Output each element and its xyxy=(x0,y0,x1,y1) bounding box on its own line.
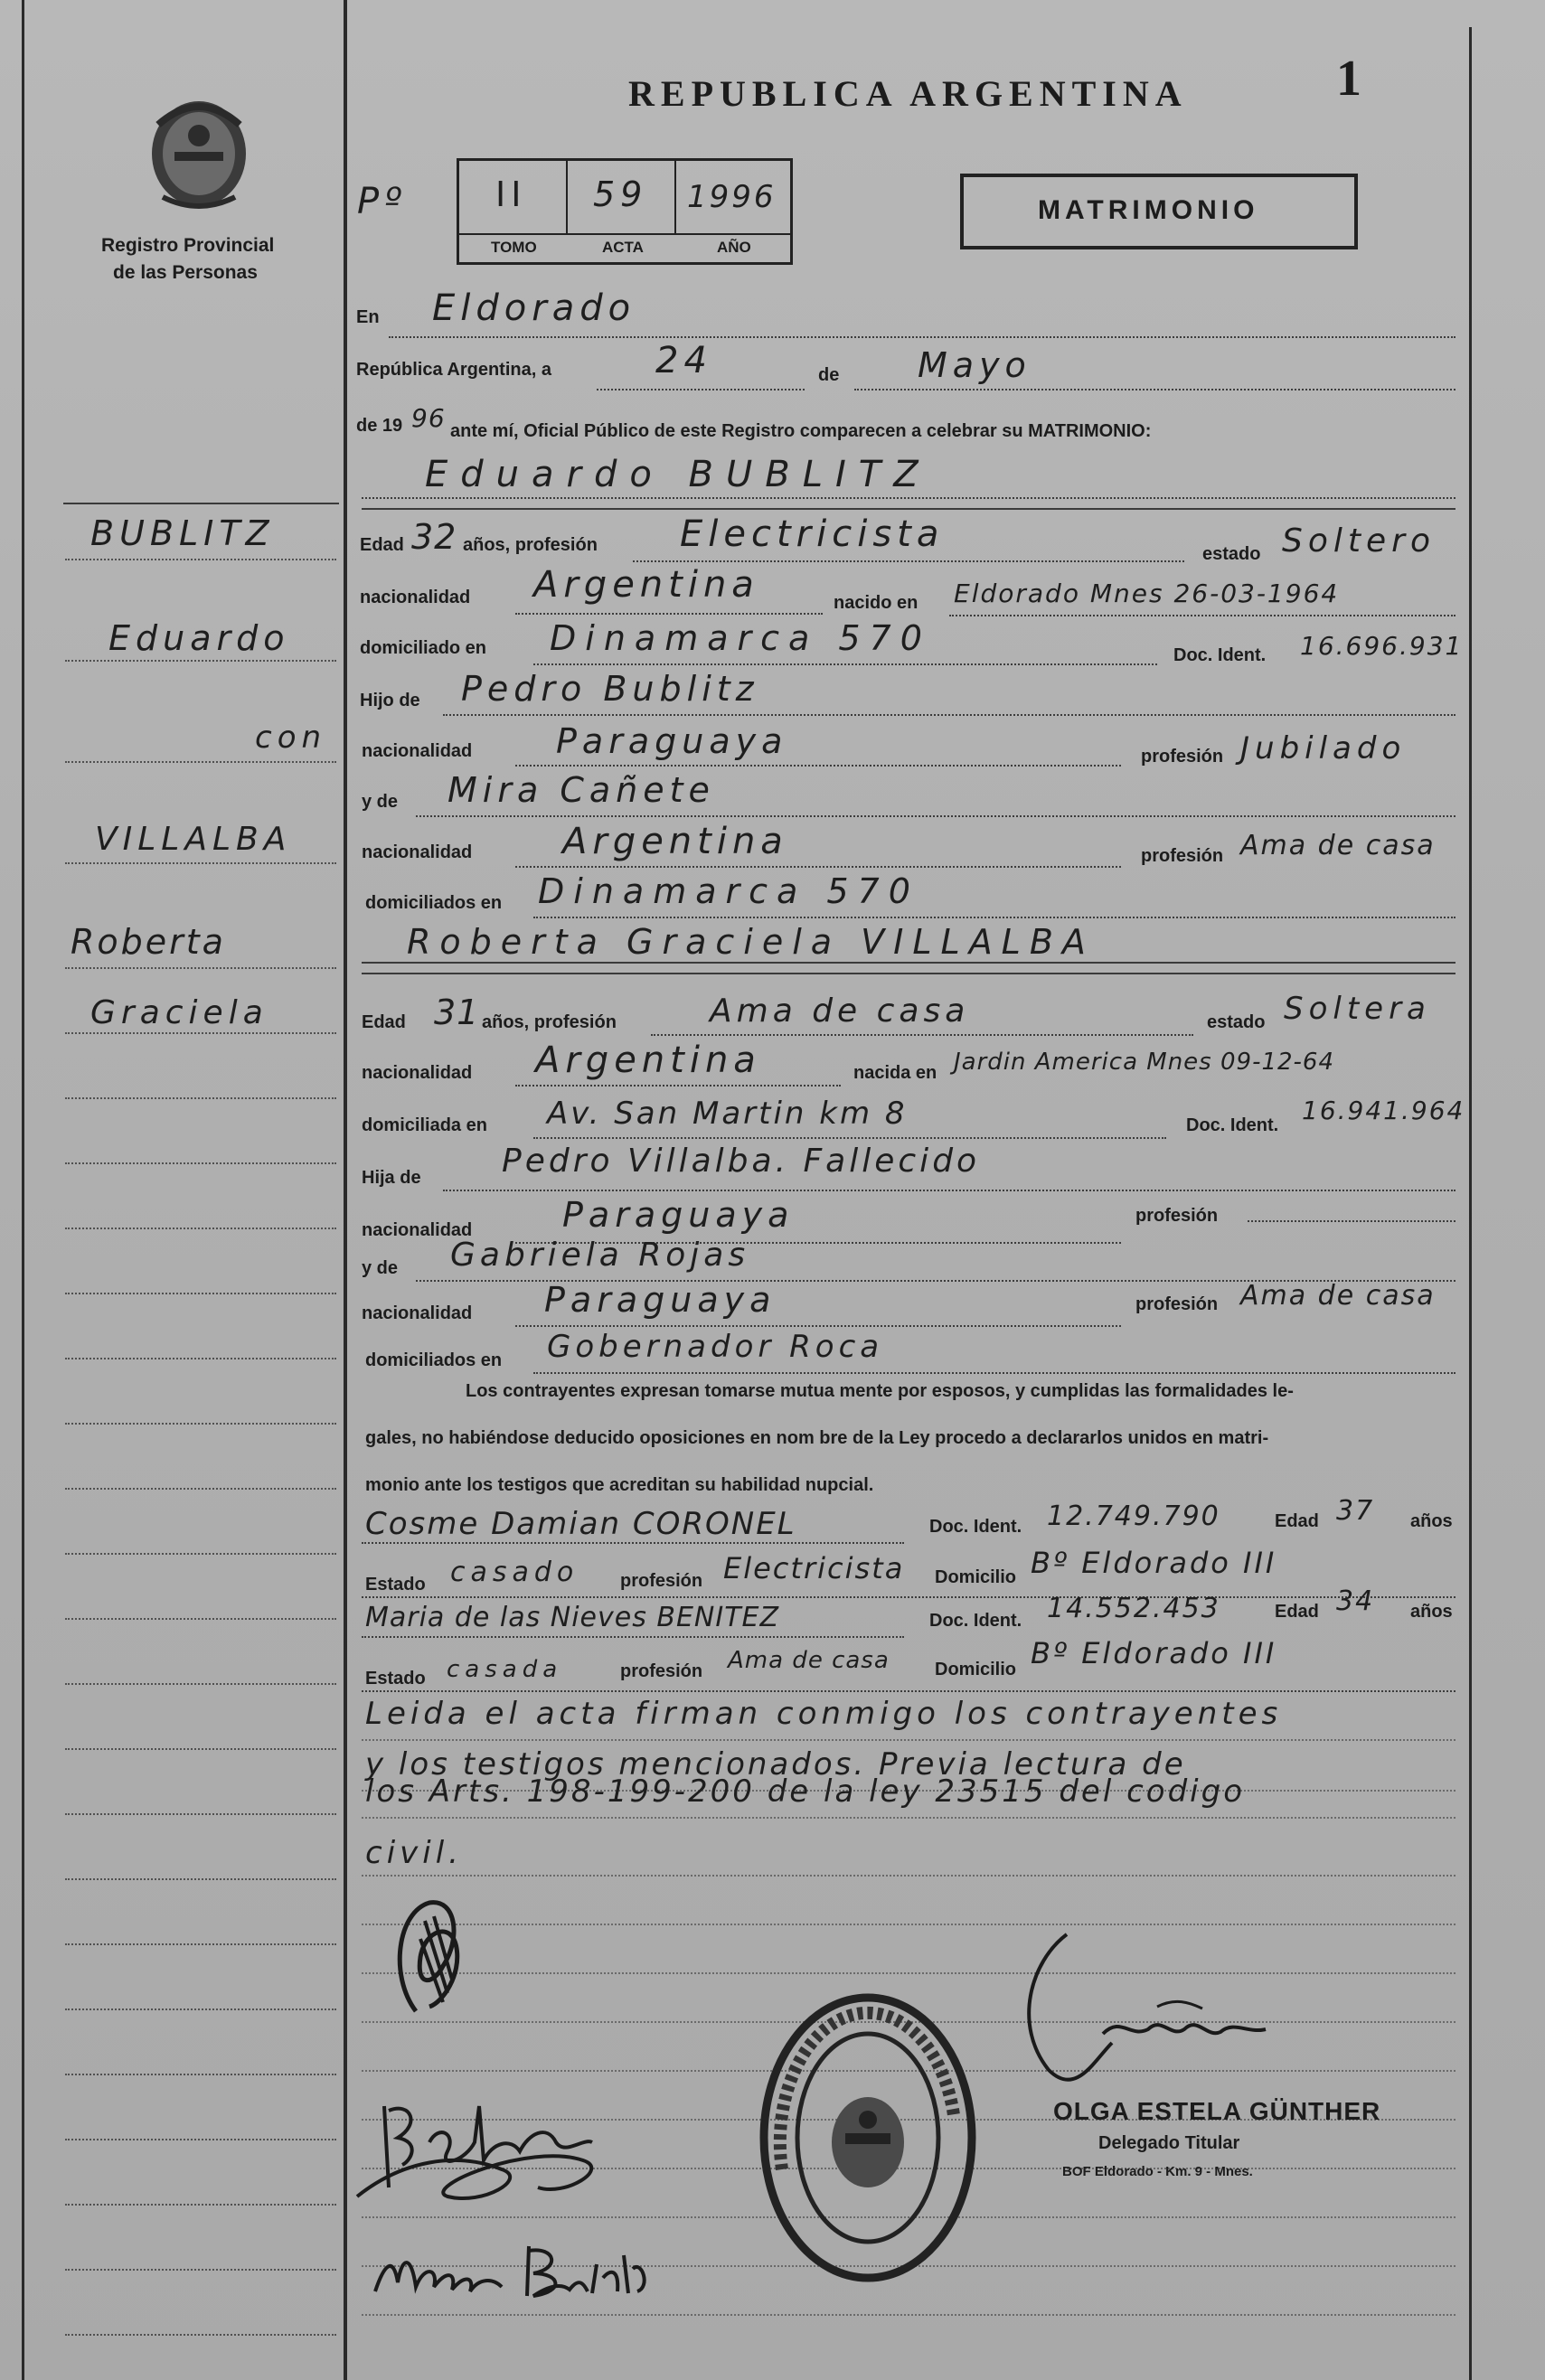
groom-padres-dom-label: domiciliados en xyxy=(365,893,503,913)
bride-padres-dom-label: domiciliados en xyxy=(365,1350,503,1370)
witness1-edad-label: Edad xyxy=(1275,1511,1319,1531)
place-value: Eldorado xyxy=(432,287,636,329)
groom-signature xyxy=(380,1894,488,2020)
witness1-anos-label: años xyxy=(1410,1511,1453,1531)
groom-madre-prof: Ama de casa xyxy=(1240,830,1436,861)
appear-text: ante mí, Oficial Público de este Registro comparecen a celebrar su MATRIMONIO: xyxy=(450,421,1152,441)
witness2-doc-label: Doc. Ident. xyxy=(929,1611,1022,1631)
bride-domicilio-label: domiciliada en xyxy=(362,1115,487,1135)
witness-signature xyxy=(366,2228,674,2309)
witness1-doc: 12.749.790 xyxy=(1047,1500,1220,1532)
officer-signature xyxy=(994,1925,1320,2106)
coat-of-arms-emblem xyxy=(140,89,258,215)
groom-madre-prof-label: profesión xyxy=(1141,846,1224,866)
record-type-box xyxy=(960,174,1358,249)
acta-value: 59 xyxy=(593,174,648,214)
bride-doc: 16.941.964 xyxy=(1302,1096,1465,1125)
page-number: 1 xyxy=(1336,51,1361,107)
left-edge-rule xyxy=(22,0,24,2380)
margin-bride-name2: Graciela xyxy=(90,994,268,1031)
groom-madre-nac: Argentina xyxy=(562,821,788,862)
bride-estado-label: estado xyxy=(1207,1012,1266,1032)
bride-signature xyxy=(348,2088,637,2215)
margin-bride-name1: Roberta xyxy=(71,922,226,962)
groom-nacido-label: nacido en xyxy=(834,593,919,613)
bride-edad-label: Edad xyxy=(362,1012,406,1032)
bride-y-de-label: y de xyxy=(362,1258,399,1278)
groom-domicilio: Dinamarca 570 xyxy=(550,618,931,658)
groom-padres-dom: Dinamarca 570 xyxy=(538,871,919,911)
record-type-label: MATRIMONIO xyxy=(1038,195,1259,225)
bride-nacida: Jardin America Mnes 09-12-64 xyxy=(954,1049,1335,1076)
witness1-edad: 37 xyxy=(1336,1495,1375,1527)
witness2-name: Maria de las Nieves BENITEZ xyxy=(365,1602,780,1633)
groom-edad-label: Edad xyxy=(360,535,404,555)
bride-madre-prof-label: profesión xyxy=(1135,1294,1219,1314)
official-stamp xyxy=(755,1989,981,2287)
year-prefix: de 19 xyxy=(356,416,403,436)
bride-padre: Pedro Villalba. Fallecido xyxy=(502,1143,981,1180)
bride-domicilio: Av. San Martin km 8 xyxy=(547,1096,908,1132)
margin-groom-surname: BUBLITZ xyxy=(90,513,275,553)
witness1-domicilio-label: Domicilio xyxy=(935,1567,1017,1587)
bride-padre-prof-label: profesión xyxy=(1135,1206,1219,1226)
witness2-domicilio: Bº Eldorado III xyxy=(1031,1636,1277,1670)
groom-doc-label: Doc. Ident. xyxy=(1173,645,1267,665)
groom-doc: 16.696.931 xyxy=(1300,631,1464,661)
officer-title: Delegado Titular xyxy=(1098,2133,1240,2153)
margin-column-rule xyxy=(344,0,347,2380)
groom-nacionalidad-label: nacionalidad xyxy=(360,588,471,607)
groom-domicilio-label: domiciliado en xyxy=(360,638,487,658)
bride-madre-nac-label: nacionalidad xyxy=(362,1303,473,1323)
registry-name-line2: de las Personas xyxy=(113,262,258,283)
witness2-estado: casada xyxy=(447,1656,563,1683)
groom-hijo-label: Hijo de xyxy=(360,691,420,710)
declaration-line3: monio ante los testigos que acreditan su habilidad nupcial. xyxy=(365,1475,874,1495)
day-value: 24 xyxy=(655,340,712,381)
groom-y-de-label: y de xyxy=(362,792,399,812)
witness2-estado-label: Estado xyxy=(365,1669,426,1689)
notes-line3: los Arts. 198-199-200 de la ley 23515 del codigo xyxy=(365,1773,1246,1810)
witness2-anos-label: años xyxy=(1410,1602,1453,1622)
groom-anos-profesion-label: años, profesión xyxy=(463,535,598,555)
bride-doc-label: Doc. Ident. xyxy=(1186,1115,1279,1135)
bride-estado: Soltera xyxy=(1284,991,1431,1027)
witness2-edad: 34 xyxy=(1336,1585,1375,1617)
groom-padre-nac: Paraguaya xyxy=(556,721,788,761)
bride-madre: Gabriela Rojas xyxy=(450,1237,750,1274)
witness1-profesion-label: profesión xyxy=(620,1571,703,1591)
month-value: Mayo xyxy=(918,345,1032,385)
margin-con: con xyxy=(255,720,327,756)
bride-madre-nac: Paraguaya xyxy=(544,1280,777,1320)
right-edge-rule xyxy=(1469,27,1472,2380)
groom-estado: Soltero xyxy=(1282,522,1436,560)
groom-edad: 32 xyxy=(411,517,457,557)
witness2-doc: 14.552.453 xyxy=(1047,1593,1220,1624)
bride-anos-profesion-label: años, profesión xyxy=(482,1012,617,1032)
tomo-value: II xyxy=(495,174,527,214)
margin-groom-name: Eduardo xyxy=(108,618,290,658)
groom-madre: Mira Cañete xyxy=(447,770,715,810)
margin-bride-surname: VILLALBA xyxy=(95,821,292,858)
groom-padre: Pedro Bublitz xyxy=(461,669,759,709)
declaration-line1: Los contrayentes expresan tomarse mutua mente por esposos, y cumplidas las formalidades le- xyxy=(466,1381,1294,1401)
witness2-profesion: Ama de casa xyxy=(728,1647,890,1674)
bride-nacida-label: nacida en xyxy=(853,1063,937,1083)
folio-mark: Pº xyxy=(357,181,407,222)
acta-label: ACTA xyxy=(602,239,644,256)
notes-line1: Leida el acta firman conmigo los contrayentes xyxy=(365,1696,1283,1732)
year-suffix: 96 xyxy=(411,403,446,433)
republica-label: República Argentina, a xyxy=(356,360,551,380)
bride-edad: 31 xyxy=(434,992,480,1032)
bride-padres-dom: Gobernador Roca xyxy=(547,1329,884,1365)
bride-madre-prof: Ama de casa xyxy=(1240,1280,1436,1312)
bride-padre-nac-label: nacionalidad xyxy=(362,1220,473,1240)
witness1-estado-label: Estado xyxy=(365,1575,426,1595)
officer-name: OLGA ESTELA GÜNTHER xyxy=(1053,2097,1381,2125)
groom-estado-label: estado xyxy=(1202,544,1261,564)
bride-padre-nac: Paraguaya xyxy=(562,1195,795,1235)
de-label: de xyxy=(818,365,840,385)
witness2-domicilio-label: Domicilio xyxy=(935,1660,1017,1679)
bride-hija-label: Hija de xyxy=(362,1168,421,1188)
witness1-profesion: Electricista xyxy=(723,1551,905,1585)
witness2-edad-label: Edad xyxy=(1275,1602,1319,1622)
witness1-name: Cosme Damian CORONEL xyxy=(365,1506,796,1542)
witness1-doc-label: Doc. Ident. xyxy=(929,1517,1022,1537)
groom-nacido: Eldorado Mnes 26-03-1964 xyxy=(954,579,1340,608)
bride-full-name: Roberta Graciela VILLALBA xyxy=(407,922,1095,962)
witness1-estado: casado xyxy=(450,1557,579,1588)
bride-nacionalidad: Argentina xyxy=(535,1039,761,1081)
registry-name-line1: Registro Provincial xyxy=(101,235,275,256)
groom-padre-prof: Jubilado xyxy=(1240,730,1407,767)
witness1-domicilio: Bº Eldorado III xyxy=(1031,1546,1277,1580)
groom-nacionalidad: Argentina xyxy=(533,564,759,606)
notes-line2: y los testigos mencionados. Previa lectura de xyxy=(365,1746,1186,1783)
officer-office: BOF Eldorado - Km. 9 - Mnes. xyxy=(1062,2164,1253,2179)
bride-profesion: Ama de casa xyxy=(710,992,970,1030)
en-label: En xyxy=(356,307,380,327)
ano-label: AÑO xyxy=(717,239,751,256)
groom-padre-nac-label: nacionalidad xyxy=(362,741,473,761)
groom-profesion: Electricista xyxy=(680,513,945,555)
bride-nacionalidad-label: nacionalidad xyxy=(362,1063,473,1083)
tomo-label: TOMO xyxy=(491,239,537,256)
declaration-line2: gales, no habiéndose deducido oposiciones en nom bre de la Ley procedo a declararlos unidos en matri- xyxy=(365,1428,1269,1448)
record-number-box xyxy=(457,158,793,265)
groom-padre-prof-label: profesión xyxy=(1141,747,1224,767)
groom-madre-nac-label: nacionalidad xyxy=(362,842,473,862)
country-heading: REPUBLICA ARGENTINA xyxy=(628,73,1188,114)
groom-full-name: Eduardo BUBLITZ xyxy=(425,454,931,495)
ano-value: 1996 xyxy=(687,179,777,215)
witness2-profesion-label: profesión xyxy=(620,1661,703,1681)
notes-line4: civil. xyxy=(365,1835,463,1871)
